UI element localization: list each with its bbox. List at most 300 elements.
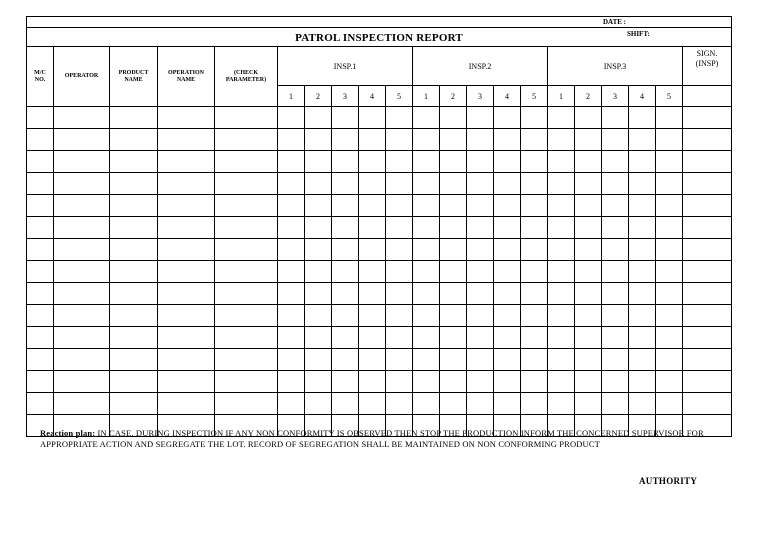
- form-cell[interactable]: [494, 217, 521, 239]
- form-cell[interactable]: [332, 129, 359, 151]
- form-cell[interactable]: [548, 239, 575, 261]
- form-cell[interactable]: [467, 305, 494, 327]
- form-cell[interactable]: [158, 261, 215, 283]
- form-cell[interactable]: [548, 217, 575, 239]
- form-cell[interactable]: [215, 129, 278, 151]
- form-cell[interactable]: [305, 349, 332, 371]
- form-cell[interactable]: [494, 283, 521, 305]
- form-cell[interactable]: [54, 195, 110, 217]
- form-cell[interactable]: [521, 283, 548, 305]
- form-cell[interactable]: [110, 371, 158, 393]
- date-label: DATE :: [603, 18, 627, 26]
- form-cell[interactable]: [110, 217, 158, 239]
- form-cell[interactable]: [158, 239, 215, 261]
- form-cell[interactable]: [521, 129, 548, 151]
- form-cell[interactable]: [158, 327, 215, 349]
- form-cell[interactable]: [110, 261, 158, 283]
- form-cell[interactable]: [548, 283, 575, 305]
- form-cell[interactable]: [305, 173, 332, 195]
- form-cell[interactable]: [683, 349, 732, 371]
- form-cell[interactable]: [413, 151, 440, 173]
- form-cell[interactable]: [683, 393, 732, 415]
- form-cell[interactable]: [494, 107, 521, 129]
- form-cell[interactable]: [629, 327, 656, 349]
- form-cell[interactable]: [305, 305, 332, 327]
- form-cell[interactable]: [575, 393, 602, 415]
- form-cell[interactable]: [467, 217, 494, 239]
- form-cell[interactable]: [27, 129, 54, 151]
- form-cell[interactable]: [386, 305, 413, 327]
- form-cell[interactable]: [27, 349, 54, 371]
- sign-blank-cell[interactable]: [683, 86, 732, 107]
- form-cell[interactable]: [494, 129, 521, 151]
- form-cell[interactable]: [548, 151, 575, 173]
- form-cell[interactable]: [683, 195, 732, 217]
- form-cell[interactable]: [359, 261, 386, 283]
- form-cell[interactable]: [575, 151, 602, 173]
- form-cell[interactable]: [413, 305, 440, 327]
- form-cell[interactable]: [494, 261, 521, 283]
- form-cell[interactable]: [278, 107, 305, 129]
- form-cell[interactable]: [602, 327, 629, 349]
- form-cell[interactable]: [521, 393, 548, 415]
- form-cell[interactable]: [332, 151, 359, 173]
- form-cell[interactable]: [215, 173, 278, 195]
- form-cell[interactable]: [158, 217, 215, 239]
- form-cell[interactable]: [158, 107, 215, 129]
- form-cell[interactable]: [656, 305, 683, 327]
- form-cell[interactable]: [467, 327, 494, 349]
- form-cell[interactable]: [467, 283, 494, 305]
- form-cell[interactable]: [656, 239, 683, 261]
- form-cell[interactable]: [305, 261, 332, 283]
- form-cell[interactable]: [332, 217, 359, 239]
- form-cell[interactable]: [629, 283, 656, 305]
- form-cell[interactable]: [521, 349, 548, 371]
- form-cell[interactable]: [110, 129, 158, 151]
- form-cell[interactable]: [575, 349, 602, 371]
- form-cell[interactable]: [548, 349, 575, 371]
- form-cell[interactable]: [359, 349, 386, 371]
- form-cell[interactable]: [629, 371, 656, 393]
- form-cell[interactable]: [548, 393, 575, 415]
- form-cell[interactable]: [386, 239, 413, 261]
- form-cell[interactable]: [278, 393, 305, 415]
- form-cell[interactable]: [413, 217, 440, 239]
- form-cell[interactable]: [521, 327, 548, 349]
- form-cell[interactable]: [629, 129, 656, 151]
- form-cell[interactable]: [656, 217, 683, 239]
- form-cell[interactable]: [386, 173, 413, 195]
- form-cell[interactable]: [656, 129, 683, 151]
- form-cell[interactable]: [332, 261, 359, 283]
- form-cell[interactable]: [467, 173, 494, 195]
- form-cell[interactable]: [467, 261, 494, 283]
- form-cell[interactable]: [494, 151, 521, 173]
- form-cell[interactable]: [494, 239, 521, 261]
- form-cell[interactable]: [54, 349, 110, 371]
- insp3-header: INSP.3: [548, 47, 683, 86]
- form-cell[interactable]: [305, 371, 332, 393]
- form-cell[interactable]: [359, 371, 386, 393]
- form-cell[interactable]: [656, 151, 683, 173]
- form-cell[interactable]: [278, 349, 305, 371]
- form-cell[interactable]: [386, 261, 413, 283]
- form-cell[interactable]: [629, 261, 656, 283]
- form-cell[interactable]: [215, 151, 278, 173]
- form-cell[interactable]: [158, 151, 215, 173]
- form-cell[interactable]: [602, 349, 629, 371]
- form-cell[interactable]: [27, 195, 54, 217]
- form-cell[interactable]: [440, 195, 467, 217]
- form-cell[interactable]: [27, 217, 54, 239]
- form-cell[interactable]: [110, 327, 158, 349]
- form-cell[interactable]: [413, 327, 440, 349]
- form-cell[interactable]: [27, 151, 54, 173]
- form-cell[interactable]: [386, 283, 413, 305]
- form-cell[interactable]: [332, 393, 359, 415]
- form-cell[interactable]: [521, 261, 548, 283]
- form-cell[interactable]: [27, 283, 54, 305]
- form-cell[interactable]: [548, 195, 575, 217]
- form-cell[interactable]: [683, 107, 732, 129]
- form-cell[interactable]: [332, 349, 359, 371]
- form-cell[interactable]: [548, 261, 575, 283]
- form-cell[interactable]: [305, 195, 332, 217]
- form-cell[interactable]: [332, 283, 359, 305]
- form-cell[interactable]: [656, 283, 683, 305]
- form-cell[interactable]: [278, 261, 305, 283]
- form-cell[interactable]: [575, 195, 602, 217]
- form-cell[interactable]: [548, 173, 575, 195]
- form-cell[interactable]: [494, 305, 521, 327]
- form-cell[interactable]: [629, 195, 656, 217]
- form-cell[interactable]: [158, 129, 215, 151]
- form-cell[interactable]: [440, 283, 467, 305]
- form-cell[interactable]: [215, 327, 278, 349]
- form-cell[interactable]: [110, 151, 158, 173]
- form-cell[interactable]: [332, 305, 359, 327]
- form-cell[interactable]: [54, 239, 110, 261]
- form-cell[interactable]: [683, 239, 732, 261]
- form-cell[interactable]: [683, 305, 732, 327]
- form-cell[interactable]: [629, 173, 656, 195]
- form-cell[interactable]: [110, 195, 158, 217]
- form-cell[interactable]: [440, 239, 467, 261]
- form-cell[interactable]: [215, 393, 278, 415]
- form-cell[interactable]: [54, 283, 110, 305]
- form-cell[interactable]: [602, 371, 629, 393]
- form-cell[interactable]: [629, 305, 656, 327]
- form-cell[interactable]: [305, 239, 332, 261]
- form-cell[interactable]: [278, 371, 305, 393]
- form-cell[interactable]: [548, 327, 575, 349]
- form-cell[interactable]: [27, 107, 54, 129]
- form-cell[interactable]: [386, 129, 413, 151]
- form-cell[interactable]: [54, 327, 110, 349]
- form-cell[interactable]: [27, 393, 54, 415]
- form-cell[interactable]: [332, 371, 359, 393]
- form-cell[interactable]: [467, 393, 494, 415]
- form-cell[interactable]: [575, 261, 602, 283]
- form-cell[interactable]: [440, 305, 467, 327]
- form-cell[interactable]: [440, 107, 467, 129]
- form-cell[interactable]: [158, 393, 215, 415]
- form-cell[interactable]: [110, 107, 158, 129]
- form-cell[interactable]: [602, 107, 629, 129]
- form-cell[interactable]: [494, 393, 521, 415]
- form-cell[interactable]: [656, 393, 683, 415]
- form-cell[interactable]: [27, 239, 54, 261]
- form-cell[interactable]: [629, 217, 656, 239]
- form-cell[interactable]: [27, 261, 54, 283]
- form-cell[interactable]: [110, 283, 158, 305]
- form-cell[interactable]: [158, 349, 215, 371]
- form-cell[interactable]: [629, 349, 656, 371]
- form-cell[interactable]: [305, 107, 332, 129]
- form-cell[interactable]: [575, 327, 602, 349]
- form-cell[interactable]: [359, 151, 386, 173]
- form-cell[interactable]: [467, 107, 494, 129]
- form-cell[interactable]: [54, 371, 110, 393]
- form-cell[interactable]: [467, 151, 494, 173]
- form-cell[interactable]: [110, 393, 158, 415]
- form-cell[interactable]: [440, 173, 467, 195]
- form-cell[interactable]: [440, 129, 467, 151]
- form-cell[interactable]: [413, 173, 440, 195]
- form-cell[interactable]: [27, 173, 54, 195]
- form-cell[interactable]: [602, 239, 629, 261]
- form-cell[interactable]: [440, 371, 467, 393]
- form-cell[interactable]: [110, 349, 158, 371]
- form-cell[interactable]: [158, 283, 215, 305]
- form-cell[interactable]: [656, 371, 683, 393]
- form-cell[interactable]: [656, 261, 683, 283]
- form-cell[interactable]: [683, 327, 732, 349]
- form-cell[interactable]: [413, 393, 440, 415]
- form-cell[interactable]: [575, 173, 602, 195]
- form-cell[interactable]: [359, 173, 386, 195]
- form-cell[interactable]: [602, 283, 629, 305]
- form-cell[interactable]: [386, 327, 413, 349]
- form-cell[interactable]: [332, 327, 359, 349]
- form-cell[interactable]: [467, 195, 494, 217]
- form-cell[interactable]: [215, 371, 278, 393]
- form-cell[interactable]: [413, 261, 440, 283]
- form-cell[interactable]: [602, 393, 629, 415]
- form-cell[interactable]: [548, 371, 575, 393]
- form-cell[interactable]: [110, 173, 158, 195]
- form-cell[interactable]: [27, 327, 54, 349]
- form-cell[interactable]: [494, 195, 521, 217]
- form-cell[interactable]: [359, 107, 386, 129]
- form-cell[interactable]: [215, 261, 278, 283]
- form-cell[interactable]: [602, 195, 629, 217]
- form-cell[interactable]: [359, 283, 386, 305]
- form-cell[interactable]: [278, 327, 305, 349]
- form-cell[interactable]: [278, 283, 305, 305]
- form-cell[interactable]: [683, 283, 732, 305]
- form-cell[interactable]: [602, 217, 629, 239]
- form-cell[interactable]: [521, 151, 548, 173]
- form-cell[interactable]: [521, 305, 548, 327]
- form-cell[interactable]: [215, 217, 278, 239]
- form-cell[interactable]: [386, 195, 413, 217]
- form-cell[interactable]: [413, 129, 440, 151]
- form-cell[interactable]: [683, 129, 732, 151]
- form-cell[interactable]: [215, 107, 278, 129]
- form-cell[interactable]: [359, 393, 386, 415]
- form-cell[interactable]: [602, 305, 629, 327]
- sample-number-header: 1: [548, 86, 575, 107]
- form-cell[interactable]: [54, 107, 110, 129]
- form-cell[interactable]: [110, 305, 158, 327]
- form-cell[interactable]: [440, 349, 467, 371]
- form-cell[interactable]: [332, 239, 359, 261]
- form-cell[interactable]: [158, 173, 215, 195]
- form-cell[interactable]: [467, 349, 494, 371]
- form-cell[interactable]: [575, 283, 602, 305]
- form-cell[interactable]: [629, 151, 656, 173]
- form-cell[interactable]: [386, 371, 413, 393]
- form-cell[interactable]: [656, 107, 683, 129]
- form-cell[interactable]: [278, 305, 305, 327]
- form-cell[interactable]: [305, 151, 332, 173]
- form-cell[interactable]: [575, 217, 602, 239]
- form-cell[interactable]: [359, 195, 386, 217]
- form-cell[interactable]: [359, 239, 386, 261]
- form-cell[interactable]: [602, 151, 629, 173]
- form-cell[interactable]: [575, 305, 602, 327]
- form-cell[interactable]: [305, 283, 332, 305]
- form-cell[interactable]: [467, 129, 494, 151]
- form-cell[interactable]: [413, 239, 440, 261]
- form-cell[interactable]: [278, 151, 305, 173]
- form-cell[interactable]: [158, 371, 215, 393]
- form-cell[interactable]: [656, 195, 683, 217]
- form-cell[interactable]: [386, 151, 413, 173]
- form-cell[interactable]: [413, 349, 440, 371]
- form-cell[interactable]: [521, 195, 548, 217]
- form-cell[interactable]: [494, 327, 521, 349]
- form-cell[interactable]: [602, 173, 629, 195]
- form-cell[interactable]: [386, 349, 413, 371]
- form-cell[interactable]: [215, 283, 278, 305]
- form-cell[interactable]: [494, 371, 521, 393]
- form-cell[interactable]: [683, 173, 732, 195]
- form-cell[interactable]: [332, 195, 359, 217]
- form-cell[interactable]: [413, 195, 440, 217]
- form-cell[interactable]: [575, 239, 602, 261]
- form-cell[interactable]: [683, 261, 732, 283]
- form-cell[interactable]: [656, 173, 683, 195]
- form-cell[interactable]: [413, 371, 440, 393]
- form-cell[interactable]: [305, 217, 332, 239]
- table-row: [27, 393, 732, 415]
- form-cell[interactable]: [683, 217, 732, 239]
- form-cell[interactable]: [440, 217, 467, 239]
- form-cell[interactable]: [158, 305, 215, 327]
- form-cell[interactable]: [54, 393, 110, 415]
- form-cell[interactable]: [521, 239, 548, 261]
- form-cell[interactable]: [683, 151, 732, 173]
- form-cell[interactable]: [440, 393, 467, 415]
- form-cell[interactable]: [494, 349, 521, 371]
- form-cell[interactable]: [305, 327, 332, 349]
- form-cell[interactable]: [494, 173, 521, 195]
- form-cell[interactable]: [305, 129, 332, 151]
- form-cell[interactable]: [332, 107, 359, 129]
- form-cell[interactable]: [278, 195, 305, 217]
- form-cell[interactable]: [521, 371, 548, 393]
- form-cell[interactable]: [440, 327, 467, 349]
- form-cell[interactable]: [215, 305, 278, 327]
- form-cell[interactable]: [413, 107, 440, 129]
- form-cell[interactable]: [386, 107, 413, 129]
- form-cell[interactable]: [278, 217, 305, 239]
- form-cell[interactable]: [440, 261, 467, 283]
- form-cell[interactable]: [215, 349, 278, 371]
- form-cell[interactable]: [27, 305, 54, 327]
- form-cell[interactable]: [305, 393, 332, 415]
- form-cell[interactable]: [359, 217, 386, 239]
- form-cell[interactable]: [54, 129, 110, 151]
- form-cell[interactable]: [54, 173, 110, 195]
- form-cell[interactable]: [54, 261, 110, 283]
- form-cell[interactable]: [548, 129, 575, 151]
- form-cell[interactable]: [413, 283, 440, 305]
- form-cell[interactable]: [521, 217, 548, 239]
- form-cell[interactable]: [386, 393, 413, 415]
- form-cell[interactable]: [575, 107, 602, 129]
- form-cell[interactable]: [278, 129, 305, 151]
- form-cell[interactable]: [278, 173, 305, 195]
- form-cell[interactable]: [54, 217, 110, 239]
- form-cell[interactable]: [467, 239, 494, 261]
- form-cell[interactable]: [548, 305, 575, 327]
- form-cell[interactable]: [359, 327, 386, 349]
- form-cell[interactable]: [521, 173, 548, 195]
- form-cell[interactable]: [602, 129, 629, 151]
- form-cell[interactable]: [521, 107, 548, 129]
- form-cell[interactable]: [656, 349, 683, 371]
- form-cell[interactable]: [629, 107, 656, 129]
- form-cell[interactable]: [158, 195, 215, 217]
- form-cell[interactable]: [386, 217, 413, 239]
- form-cell[interactable]: [54, 151, 110, 173]
- form-cell[interactable]: [629, 393, 656, 415]
- form-cell[interactable]: [359, 305, 386, 327]
- form-cell[interactable]: [215, 239, 278, 261]
- form-cell[interactable]: [332, 173, 359, 195]
- form-cell[interactable]: [602, 261, 629, 283]
- form-cell[interactable]: [215, 195, 278, 217]
- form-cell[interactable]: [575, 371, 602, 393]
- form-cell[interactable]: [548, 107, 575, 129]
- form-cell[interactable]: [467, 371, 494, 393]
- form-cell[interactable]: [278, 239, 305, 261]
- form-cell[interactable]: [629, 239, 656, 261]
- form-cell[interactable]: [683, 371, 732, 393]
- shift-label: SHIFT:: [627, 30, 650, 38]
- form-cell[interactable]: [575, 129, 602, 151]
- form-cell[interactable]: [656, 327, 683, 349]
- form-cell[interactable]: [27, 371, 54, 393]
- form-cell[interactable]: [359, 129, 386, 151]
- form-cell[interactable]: [440, 151, 467, 173]
- form-cell[interactable]: [110, 239, 158, 261]
- form-cell[interactable]: [54, 305, 110, 327]
